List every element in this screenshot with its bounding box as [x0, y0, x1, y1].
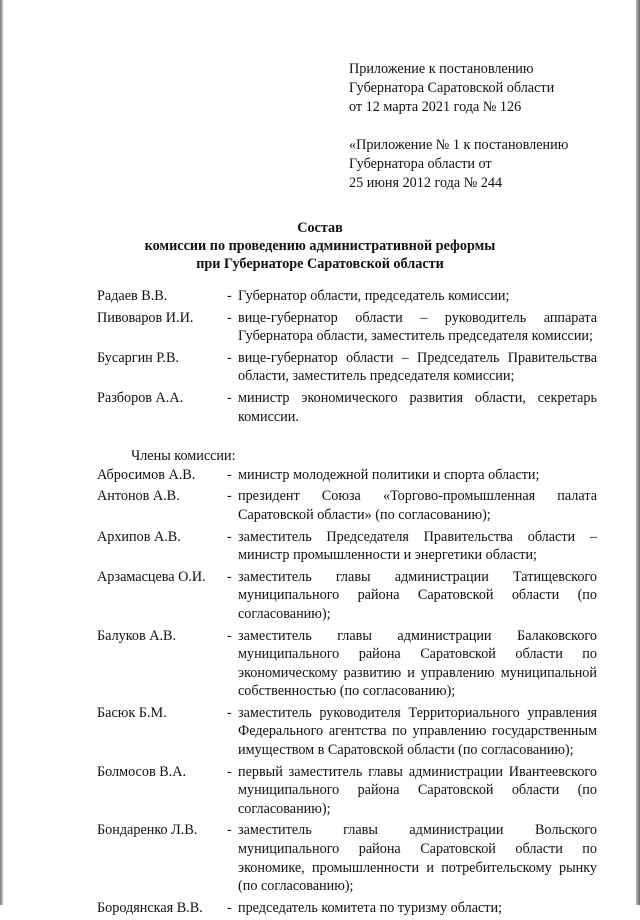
person-name: Пивоваров И.И.	[97, 309, 194, 326]
person-name: Антонов А.В.	[97, 488, 180, 505]
title-line: Состав	[297, 220, 343, 236]
document-title	[0, 219, 640, 273]
person-entry	[97, 287, 597, 306]
person-position: первый заместитель главы администрации Ивантеевского муниципального района Саратовской области (по согласованию);	[238, 763, 597, 817]
appendix-line: Губернатора области от	[349, 156, 492, 172]
person-entry	[97, 389, 597, 426]
person-entry	[97, 349, 597, 386]
appendix-header	[349, 60, 568, 193]
person-entry	[97, 528, 597, 565]
dash-separator: -	[227, 704, 232, 721]
person-entry	[97, 568, 597, 624]
person-entry	[97, 627, 597, 701]
person-name: Бородянская В.В.	[97, 899, 203, 916]
person-entry	[97, 466, 597, 485]
title-line: при Губернаторе Саратовской области	[196, 256, 444, 272]
person-position: министр молодежной политики и спорта области;	[238, 466, 540, 483]
person-entry	[97, 487, 597, 524]
members-list	[97, 466, 597, 918]
person-position: министр экономического развития области, секретарь комиссии.	[238, 389, 597, 425]
person-name: Бондаренко Л.В.	[97, 822, 198, 839]
person-name: Абросимов А.В.	[97, 466, 196, 483]
dash-separator: -	[227, 488, 232, 505]
appendix-line: Губернатора Саратовской области	[349, 80, 555, 96]
person-position: заместитель руководителя Территориального управления Федерального агентства по управлению государственным имуществом в Саратовской области (по согласованию);	[238, 704, 597, 759]
person-position: председатель комитета по туризму области;	[238, 899, 503, 916]
person-name: Болмосов В.А.	[97, 763, 186, 780]
person-position: заместитель Председателя Правительства области – министр промышленности и энергетики области;	[238, 528, 597, 564]
person-name: Басюк Б.М.	[97, 704, 167, 721]
person-position: президент Союза «Торгово-промышленная палата Саратовской области» (по согласованию);	[238, 488, 597, 523]
person-name: Бусаргин Р.В.	[97, 349, 179, 366]
dash-separator: -	[227, 288, 232, 304]
dash-separator: -	[227, 899, 232, 916]
dash-separator: -	[227, 822, 232, 839]
commission-list	[97, 287, 597, 920]
person-position: вице-губернатор области – Председатель Правительства области, заместитель председателя комиссии;	[238, 349, 597, 385]
person-entry	[97, 821, 597, 895]
title-line: комиссии по проведению административной реформы	[144, 238, 496, 254]
person-entry	[97, 763, 597, 819]
person-entry	[97, 309, 597, 346]
scan-edge-left	[0, 0, 3, 905]
dash-separator: -	[227, 568, 232, 585]
person-entry	[97, 704, 597, 760]
person-name: Радаев В.В.	[97, 288, 168, 304]
dash-separator: -	[227, 389, 232, 406]
person-position: вице-губернатор области – руководитель аппарата Губернатора области, заместитель председателя комиссии;	[238, 309, 597, 345]
dash-separator: -	[227, 466, 232, 483]
appendix-line: «Приложение № 1 к постановлению	[349, 137, 569, 153]
members-heading: Члены комиссии:	[131, 448, 236, 465]
appendix-line: 25 июня 2012 года № 244	[349, 175, 503, 191]
person-name: Разборов А.А.	[97, 389, 184, 406]
person-position: Губернатор области, председатель комиссии;	[238, 288, 510, 304]
person-name: Архипов А.В.	[97, 528, 181, 545]
person-name: Арзамасцева О.И.	[97, 568, 206, 585]
dash-separator: -	[227, 349, 232, 366]
dash-separator: -	[227, 309, 232, 326]
appendix-line: Приложение к постановлению	[349, 61, 534, 77]
leadership-list	[97, 287, 597, 426]
person-name: Балуков А.В.	[97, 627, 177, 644]
person-entry	[97, 899, 597, 918]
person-position: заместитель главы администрации Балаковского муниципального района Саратовской области по экономическому развитию и управлению муниципальной собственностью (по согласованию);	[238, 627, 597, 700]
dash-separator: -	[227, 627, 232, 644]
person-position: заместитель главы администрации Вольского муниципального района Саратовской области по экономике, промышленности и потребительскому рынку (по согласованию);	[238, 822, 597, 895]
dash-separator: -	[227, 763, 232, 780]
appendix-line: от 12 марта 2021 года № 126	[349, 99, 522, 115]
dash-separator: -	[227, 528, 232, 545]
person-position: заместитель главы администрации Татищевского муниципального района Саратовской области (по согласованию);	[238, 568, 597, 622]
scan-edge-right	[636, 0, 640, 905]
